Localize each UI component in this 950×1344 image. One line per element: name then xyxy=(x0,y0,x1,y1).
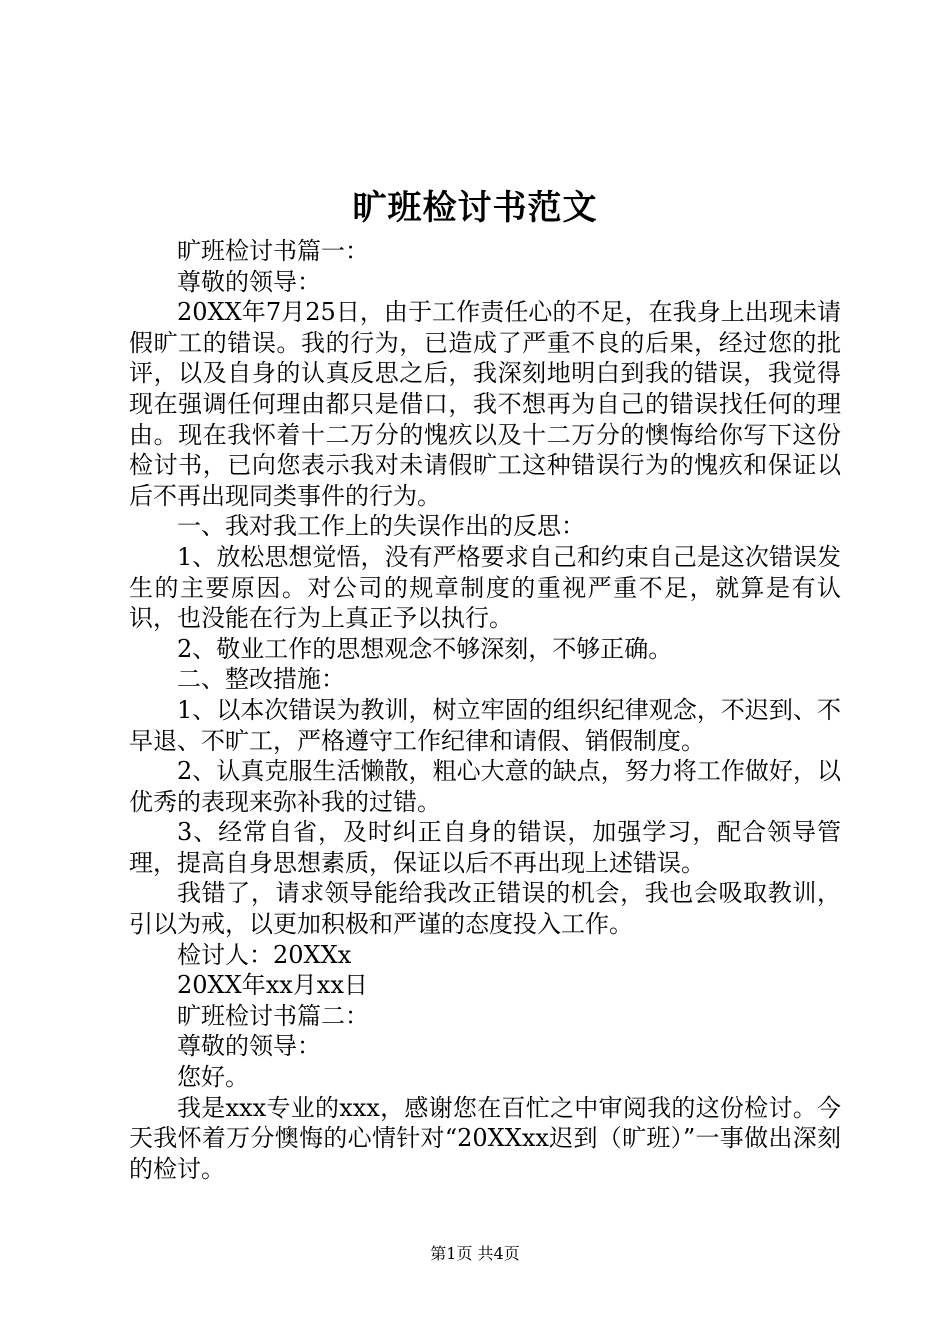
section-heading: 旷班检讨书篇二： xyxy=(177,1001,369,1030)
body-paragraph: 3、经常自省，及时纠正自身的错误，加强学习，配合领导管理，提高自身思想素质，保证以后不再出现上述错误。 xyxy=(129,818,841,877)
page-footer: 第1页 共4页 xyxy=(430,1244,520,1263)
greeting: 您好。 xyxy=(177,1063,249,1092)
body-paragraph: 1、放松思想觉悟，没有严格要求自己和约束自己是这次错误发生的主要原因。对公司的规章制度的重视严重不足，就算是有认识，也没能在行为上真正予以执行。 xyxy=(129,542,841,633)
signature-line: 检讨人：20XXx xyxy=(177,940,352,969)
document-body xyxy=(129,236,841,1184)
section-heading: 旷班检讨书篇一： xyxy=(177,237,369,265)
body-paragraph: 我是xxx专业的xxx，感谢您在百忙之中审阅我的这份检讨。今天我怀着万分懊悔的心情针对“20XXxx迟到（旷班）”一事做出深刻的检讨。 xyxy=(129,1093,841,1183)
document-title: 旷班检讨书范文 xyxy=(352,188,598,228)
body-paragraph: 1、以本次错误为教训，树立牢固的组织纪律观念，不迟到、不早退、不旷工，严格遵守工作纪律和请假、销假制度。 xyxy=(129,695,841,755)
body-paragraph: 2、认真克服生活懒散，粗心大意的缺点，努力将工作做好，以优秀的表现来弥补我的过错。 xyxy=(129,757,841,816)
salutation: 尊敬的领导： xyxy=(177,267,321,296)
subheading: 一、我对我工作上的失误作出的反思： xyxy=(177,512,585,541)
body-paragraph: 我错了，请求领导能给我改正错误的机会，我也会吸取教训，引以为戒，以更加积极和严谨的态度投入工作。 xyxy=(129,879,841,939)
subheading: 二、整改措施： xyxy=(177,665,345,694)
body-paragraph: 2、敬业工作的思想观念不够深刻，不够正确。 xyxy=(177,634,673,663)
date-line: 20XX年xx月xx日 xyxy=(177,971,368,1000)
body-paragraph: 20XX年7月25日，由于工作责任心的不足，在我身上出现未请假旷工的错误。我的行为，已造成了严重不良的后果，经过您的批评，以及自身的认真反思之后，我深刻地明白到我的错误，我觉得现在强调任何理由都只是借口，我不想再为自己的错误找任何的理由。现在我怀着十二万分的愧疚以及十二万分的懊悔给你写下这份检讨书，已向您表示我对未请假旷工这种错误行为的愧疚和保证以后不再出现同类事件的行为。 xyxy=(129,298,841,510)
salutation: 尊敬的领导： xyxy=(177,1032,321,1061)
